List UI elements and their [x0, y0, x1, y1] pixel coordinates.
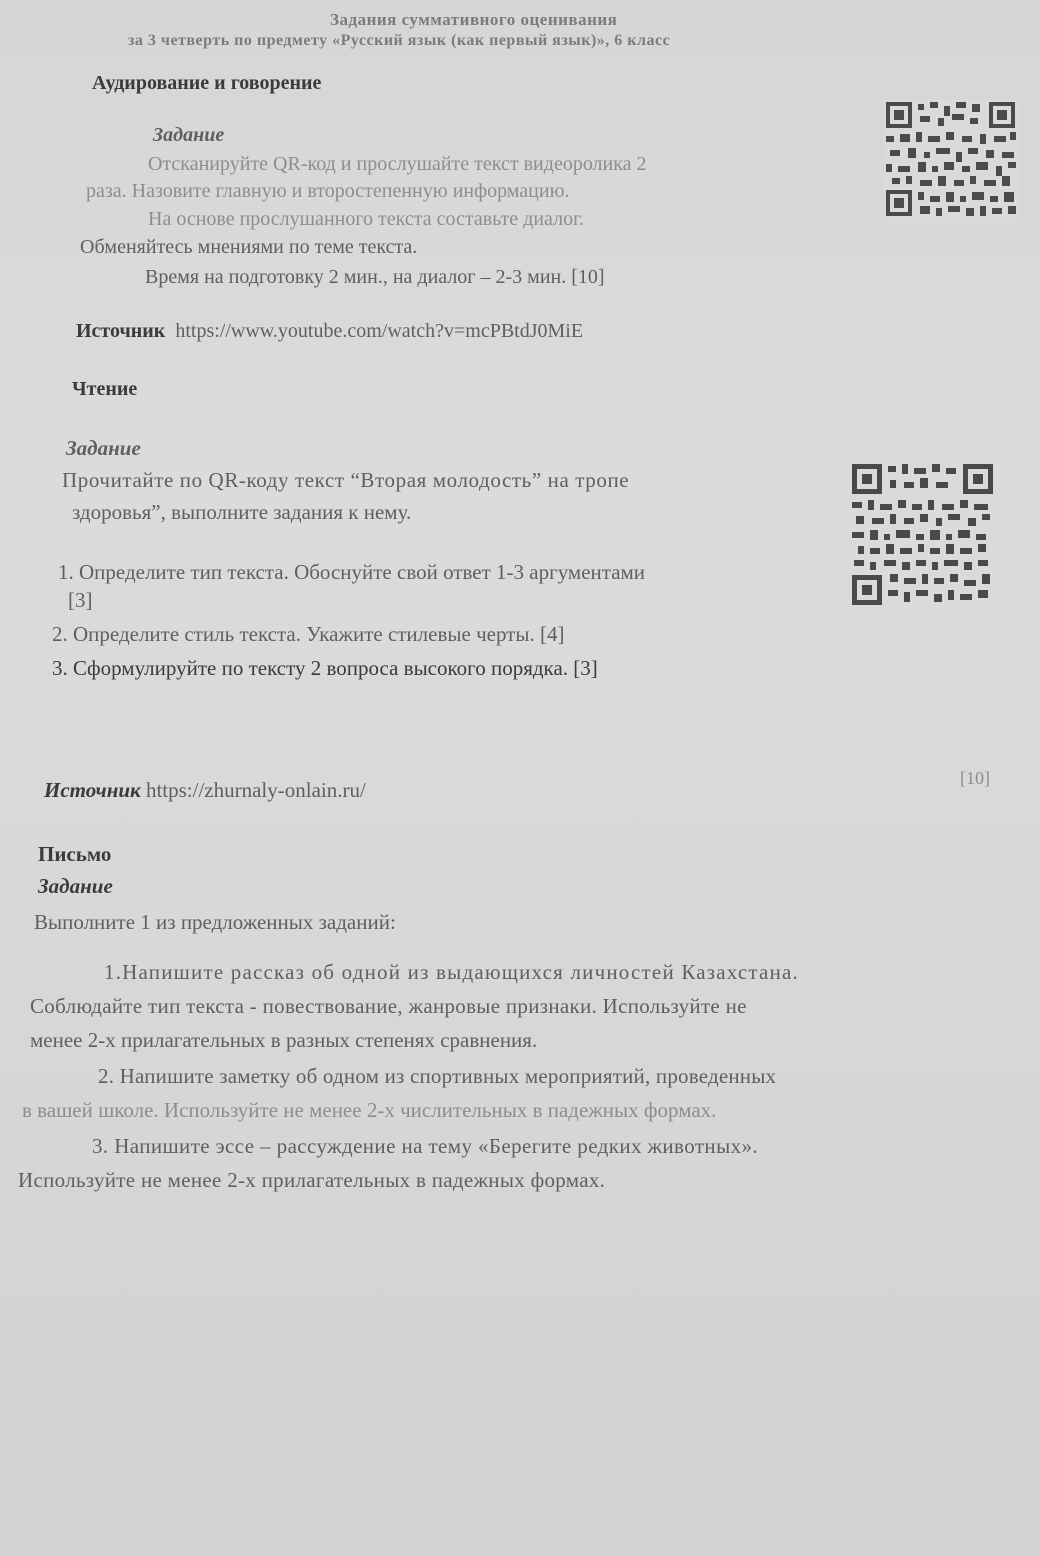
source-line [76, 320, 583, 343]
source-line [44, 778, 366, 803]
writing-task-3: 3. Напишите эссе – рассуждение на тему «Берегите редких животных». [92, 1134, 759, 1158]
total-score: [10] [960, 768, 990, 788]
section-heading-reading: Чтение [72, 378, 138, 400]
section-heading-listening: Аудирование и говорение [92, 72, 322, 94]
task-label: Задание [38, 874, 113, 898]
writing-task-1: менее 2-х прилагательных в разных степенях сравнения. [30, 1028, 538, 1052]
task-text: раза. Назовите главную и второстепенную информацию. [86, 180, 570, 202]
qr-code-icon [850, 462, 995, 612]
source-label: Источник [44, 778, 141, 802]
item-score: [3] [68, 588, 93, 612]
task-text: здоровья”, выполните задания к нему. [72, 500, 412, 524]
task-text: Обменяйтесь мнениями по теме текста. [80, 236, 418, 258]
writing-task-2: 2. Напишите заметку об одном из спортивных мероприятий, проведенных [98, 1064, 777, 1088]
list-item: 3. Сформулируйте по тексту 2 вопроса высокого порядка. [3] [52, 656, 598, 680]
section-heading-writing: Письмо [38, 842, 112, 866]
source-label: Источник [76, 320, 166, 342]
document-title: Задания суммативного оценивания [330, 10, 618, 29]
source-url: https://zhurnaly-onlain.ru/ [145, 778, 366, 802]
list-item: 2. Определите стиль текста. Укажите стилевые черты. [4] [52, 622, 565, 646]
writing-task-3: Используйте не менее 2-х прилагательных в падежных формах. [18, 1168, 606, 1192]
task-text: Прочитайте по QR-коду текст “Вторая молодость” на тропе [62, 468, 630, 492]
task-label: Задание [66, 436, 141, 460]
qr-code-icon [884, 100, 1019, 225]
task-text: На основе прослушанного текста составьте диалог. [148, 208, 585, 230]
task-text: Выполните 1 из предложенных заданий: [34, 910, 396, 934]
writing-task-1: 1.Напишите рассказ об одной из выдающихся личностей Казахстана. [104, 960, 799, 984]
task-text: Время на подготовку 2 мин., на диалог – 2-3 мин. [10] [145, 266, 605, 288]
document-subtitle: за 3 четверть по предмету «Русский язык (как первый язык)», 6 класс [128, 32, 671, 49]
writing-task-1: Соблюдайте тип текста - повествование, жанровые признаки. Используйте не [30, 994, 747, 1018]
list-item: 1. Определите тип текста. Обоснуйте свой ответ 1-3 аргументами [58, 560, 646, 584]
writing-task-2: в вашей школе. Используйте не менее 2-х числительных в падежных формах. [22, 1098, 717, 1122]
task-text: Отсканируйте QR-код и прослушайте текст видеоролика 2 [148, 153, 647, 175]
task-label: Задание [153, 124, 225, 146]
source-url: https://www.youtube.com/watch?v=mcPBtdJ0MiE [175, 320, 584, 342]
